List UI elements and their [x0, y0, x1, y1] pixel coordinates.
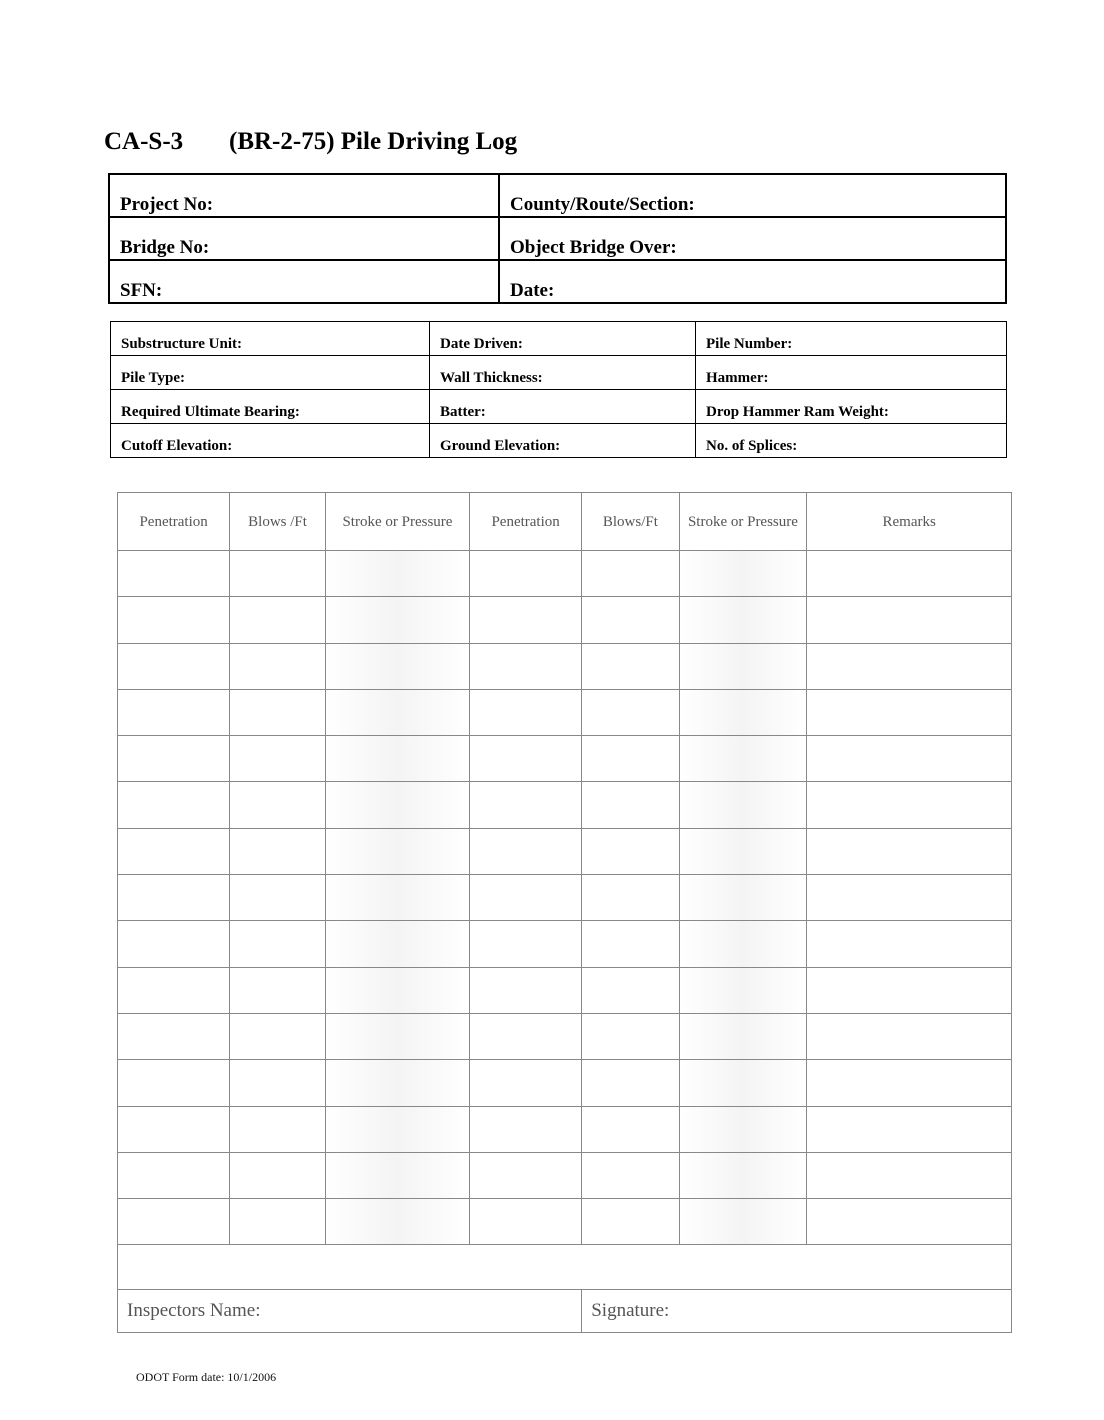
log-cell[interactable] — [325, 1106, 469, 1152]
log-cell[interactable] — [230, 597, 326, 643]
log-cell[interactable] — [679, 1060, 807, 1106]
form-title — [104, 128, 517, 156]
log-cell[interactable] — [807, 736, 1012, 782]
log-cell[interactable] — [470, 782, 582, 828]
log-cell[interactable] — [470, 643, 582, 689]
log-cell[interactable] — [118, 782, 230, 828]
column-header: Blows/Ft — [582, 493, 679, 551]
log-cell[interactable] — [582, 1152, 679, 1198]
log-cell[interactable] — [679, 597, 807, 643]
log-cell[interactable] — [118, 1106, 230, 1152]
log-cell[interactable] — [582, 782, 679, 828]
pile-info-field[interactable]: Substructure Unit: — [111, 322, 430, 356]
pile-info-table — [110, 321, 1007, 458]
log-cell[interactable] — [230, 921, 326, 967]
log-cell[interactable] — [470, 875, 582, 921]
form-code: CA-S-3 — [104, 128, 184, 155]
log-cell[interactable] — [807, 1106, 1012, 1152]
log-cell[interactable] — [230, 828, 326, 874]
log-cell[interactable] — [230, 643, 326, 689]
log-cell[interactable] — [679, 875, 807, 921]
log-cell[interactable] — [325, 782, 469, 828]
log-cell[interactable] — [679, 551, 807, 597]
log-cell[interactable] — [470, 1060, 582, 1106]
column-header: Penetration — [118, 493, 230, 551]
log-cell[interactable] — [582, 967, 679, 1013]
log-cell[interactable] — [118, 597, 230, 643]
column-header: Penetration — [470, 493, 582, 551]
pile-info-field[interactable]: Cutoff Elevation: — [111, 424, 430, 458]
log-cell[interactable] — [470, 1106, 582, 1152]
pile-info-field[interactable]: Pile Number: — [696, 322, 1007, 356]
log-row — [118, 967, 1012, 1013]
log-cell[interactable] — [807, 551, 1012, 597]
log-cell[interactable] — [470, 967, 582, 1013]
log-cell[interactable] — [679, 1106, 807, 1152]
pile-info-field[interactable]: Date Driven: — [430, 322, 696, 356]
pile-info-field[interactable]: Batter: — [430, 390, 696, 424]
log-row — [118, 736, 1012, 782]
log-cell[interactable] — [325, 736, 469, 782]
project-no-field[interactable]: Project No: — [109, 174, 499, 217]
log-cell[interactable] — [118, 1199, 230, 1245]
log-cell[interactable] — [470, 551, 582, 597]
log-cell[interactable] — [679, 828, 807, 874]
log-cell[interactable] — [679, 643, 807, 689]
column-header: Remarks — [807, 493, 1012, 551]
log-cell[interactable] — [807, 967, 1012, 1013]
log-cell[interactable] — [807, 782, 1012, 828]
log-cell[interactable] — [118, 967, 230, 1013]
log-row — [118, 875, 1012, 921]
log-row — [118, 689, 1012, 735]
log-cell[interactable] — [582, 1199, 679, 1245]
log-cell[interactable] — [807, 643, 1012, 689]
log-cell[interactable] — [582, 1106, 679, 1152]
column-header: Blows /Ft — [230, 493, 326, 551]
log-cell[interactable] — [230, 875, 326, 921]
log-cell[interactable] — [230, 689, 326, 735]
log-cell[interactable] — [118, 643, 230, 689]
log-row — [118, 782, 1012, 828]
log-cell[interactable] — [470, 1152, 582, 1198]
log-cell[interactable] — [325, 551, 469, 597]
log-cell[interactable] — [807, 828, 1012, 874]
log-cell[interactable] — [679, 736, 807, 782]
pile-info-field[interactable]: Pile Type: — [111, 356, 430, 390]
log-cell[interactable] — [470, 1013, 582, 1059]
column-header: Stroke or Pressure — [679, 493, 807, 551]
log-cell[interactable] — [679, 921, 807, 967]
log-cell[interactable] — [807, 1199, 1012, 1245]
driving-log-table — [117, 492, 1012, 1333]
log-cell[interactable] — [582, 1013, 679, 1059]
log-cell[interactable] — [118, 689, 230, 735]
log-cell[interactable] — [325, 689, 469, 735]
pile-info-field[interactable]: Required Ultimate Bearing: — [111, 390, 430, 424]
signature-field[interactable]: Signature: — [582, 1290, 1012, 1333]
log-row — [118, 597, 1012, 643]
log-cell[interactable] — [807, 875, 1012, 921]
form-date-footer: ODOT Form date: 10/1/2006 — [136, 1370, 277, 1384]
log-cell[interactable] — [230, 551, 326, 597]
log-row — [118, 1199, 1012, 1245]
log-cell[interactable] — [118, 1060, 230, 1106]
log-cell[interactable] — [230, 1013, 326, 1059]
log-cell[interactable] — [679, 1199, 807, 1245]
log-row — [118, 828, 1012, 874]
log-cell[interactable] — [582, 1060, 679, 1106]
column-header: Stroke or Pressure — [325, 493, 469, 551]
log-row — [118, 643, 1012, 689]
log-cell[interactable] — [582, 875, 679, 921]
pile-info-field[interactable]: No. of Splices: — [696, 424, 1007, 458]
log-cell[interactable] — [582, 643, 679, 689]
log-cell[interactable] — [230, 1106, 326, 1152]
log-cell[interactable] — [807, 1060, 1012, 1106]
log-cell[interactable] — [230, 782, 326, 828]
log-row — [118, 1106, 1012, 1152]
log-cell[interactable] — [230, 736, 326, 782]
pile-info-field[interactable]: Wall Thickness: — [430, 356, 696, 390]
log-cell[interactable] — [230, 1199, 326, 1245]
log-cell[interactable] — [582, 828, 679, 874]
log-cell[interactable] — [582, 551, 679, 597]
inspector-name-field[interactable]: Inspectors Name: — [118, 1290, 582, 1333]
log-cell[interactable] — [230, 967, 326, 1013]
log-cell[interactable] — [325, 875, 469, 921]
log-cell[interactable] — [679, 689, 807, 735]
log-cell[interactable] — [325, 921, 469, 967]
log-cell[interactable] — [118, 828, 230, 874]
log-cell[interactable] — [679, 1013, 807, 1059]
log-cell[interactable] — [118, 875, 230, 921]
log-cell[interactable] — [325, 967, 469, 1013]
log-row — [118, 1013, 1012, 1059]
log-cell[interactable] — [807, 1152, 1012, 1198]
log-cell[interactable] — [582, 597, 679, 643]
log-cell[interactable] — [582, 736, 679, 782]
log-cell[interactable] — [470, 1199, 582, 1245]
pile-info-field[interactable]: Drop Hammer Ram Weight: — [696, 390, 1007, 424]
sfn-field[interactable]: SFN: — [109, 260, 499, 303]
log-cell[interactable] — [118, 736, 230, 782]
log-row — [118, 921, 1012, 967]
log-cell[interactable] — [118, 1152, 230, 1198]
log-cell[interactable] — [230, 1060, 326, 1106]
log-cell[interactable] — [118, 1013, 230, 1059]
log-cell[interactable] — [807, 921, 1012, 967]
log-cell[interactable] — [470, 689, 582, 735]
log-cell[interactable] — [325, 1152, 469, 1198]
log-cell[interactable] — [118, 551, 230, 597]
object-bridge-over-field[interactable]: Object Bridge Over: — [499, 217, 1006, 260]
log-cell[interactable] — [582, 689, 679, 735]
log-cell[interactable] — [470, 828, 582, 874]
log-cell[interactable] — [325, 1013, 469, 1059]
log-cell[interactable] — [325, 828, 469, 874]
log-cell[interactable] — [807, 689, 1012, 735]
log-cell[interactable] — [470, 921, 582, 967]
log-cell[interactable] — [325, 1199, 469, 1245]
pile-info-field[interactable]: Hammer: — [696, 356, 1007, 390]
log-cell[interactable] — [470, 736, 582, 782]
log-cell[interactable] — [679, 782, 807, 828]
blank-row[interactable] — [118, 1245, 1012, 1290]
log-cell[interactable] — [325, 597, 469, 643]
log-cell[interactable] — [807, 1013, 1012, 1059]
log-cell[interactable] — [679, 1152, 807, 1198]
bridge-no-field[interactable]: Bridge No: — [109, 217, 499, 260]
log-cell[interactable] — [470, 597, 582, 643]
county-route-section-field[interactable]: County/Route/Section: — [499, 174, 1006, 217]
log-cell[interactable] — [679, 967, 807, 1013]
log-row — [118, 1152, 1012, 1198]
log-cell[interactable] — [230, 1152, 326, 1198]
pile-info-field[interactable]: Ground Elevation: — [430, 424, 696, 458]
form-name: (BR-2-75) Pile Driving Log — [229, 128, 518, 155]
log-row — [118, 551, 1012, 597]
project-info-table — [108, 173, 1007, 304]
log-row — [118, 1060, 1012, 1106]
log-cell[interactable] — [325, 643, 469, 689]
log-cell[interactable] — [325, 1060, 469, 1106]
date-field[interactable]: Date: — [499, 260, 1006, 303]
log-cell[interactable] — [118, 921, 230, 967]
log-cell[interactable] — [807, 597, 1012, 643]
log-cell[interactable] — [582, 921, 679, 967]
